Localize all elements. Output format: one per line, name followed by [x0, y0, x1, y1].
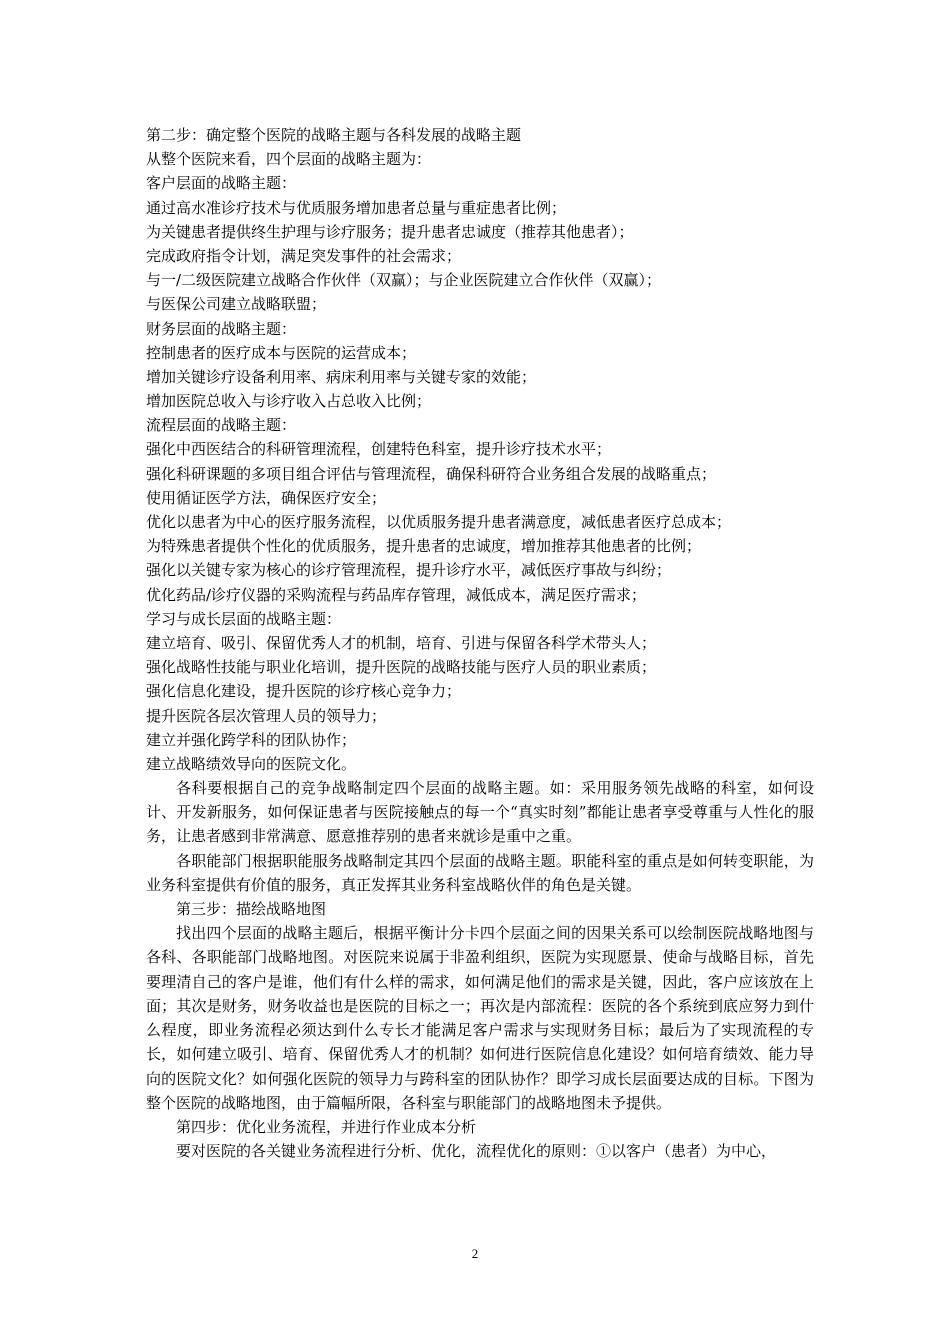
finance-heading: 财务层面的战略主题：	[146, 319, 297, 338]
process-item: 为特殊患者提供个性化的优质服务，提升患者的忠诚度，增加推荐其他患者的比例；	[146, 537, 702, 556]
intro-line: 从整个医院来看，四个层面的战略主题为：	[146, 150, 432, 169]
step4-title: 第四步：优化业务流程，并进行作业成本分析	[176, 1117, 477, 1136]
learning-item: 强化信息化建设，提升医院的诊疗核心竞争力；	[146, 682, 462, 701]
learning-item: 强化战略性技能与职业化培训，提升医院的战略技能与医疗人员的职业素质；	[146, 658, 657, 677]
process-item: 强化科研课题的多项目组合评估与管理流程，确保科研符合业务组合发展的战略重点；	[146, 464, 717, 483]
process-item: 使用循证医学方法，确保医疗安全；	[146, 488, 387, 507]
finance-item: 增加关键诊疗设备利用率、病床利用率与关键专家的效能；	[146, 367, 537, 386]
learning-item: 建立并强化跨学科的团队协作；	[146, 730, 357, 749]
learning-item: 建立培育、吸引、保留优秀人才的机制，培育、引进与保留各科学术带头人；	[146, 633, 657, 652]
learning-heading: 学习与成长层面的战略主题：	[146, 609, 342, 628]
finance-item: 控制患者的医疗成本与医院的运营成本；	[146, 343, 417, 362]
customer-heading: 客户层面的战略主题：	[146, 174, 297, 193]
customer-item: 完成政府指令计划，满足突发事件的社会需求；	[146, 246, 462, 265]
paragraph-departments: 各科要根据自己的竞争战略制定四个层面的战略主题。如：采用服务领先战略的科室，如何设计、开发新服务，如何保证患者与医院接触点的每一个“真实时刻”都能让患者享受尊重与人性化的服务，让患者感到非常满意、愿意推荐别的患者来就诊是重中之重。	[146, 779, 814, 846]
step2-title: 第二步：确定整个医院的战略主题与各科发展的战略主题	[146, 126, 522, 144]
learning-item: 提升医院各层次管理人员的领导力；	[146, 706, 387, 725]
paragraph-process-optimization: 要对医院的各关键业务流程进行分析、优化，流程优化的原则：①以客户（患者）为中心，	[176, 1142, 777, 1161]
finance-item: 增加医院总收入与诊疗收入占总收入比例；	[146, 392, 432, 411]
document-body	[146, 123, 814, 1163]
customer-item: 与一/二级医院建立战略合作伙伴（双赢）；与企业医院建立合作伙伴（双赢）；	[146, 271, 662, 290]
learning-item: 建立战略绩效导向的医院文化。	[146, 754, 357, 773]
customer-item: 与医保公司建立战略联盟；	[146, 295, 327, 314]
process-item: 优化药品/诊疗仪器的采购流程与药品库存管理，减低成本，满足医疗需求；	[146, 585, 647, 604]
process-item: 强化以关键专家为核心的诊疗管理流程，提升诊疗水平，减低医疗事故与纠纷；	[146, 561, 672, 580]
paragraph-functional: 各职能部门根据职能服务战略制定其四个层面的战略主题。职能科室的重点是如何转变职能，为业务科室提供有价值的服务，真正发挥其业务科室战略伙伴的角色是关键。	[146, 851, 814, 894]
process-item: 强化中西医结合的科研管理流程，创建特色科室，提升诊疗技术水平；	[146, 440, 612, 459]
step3-title: 第三步：描绘战略地图	[176, 900, 327, 919]
page-number: 2	[471, 1246, 479, 1261]
process-item: 优化以患者为中心的医疗服务流程，以优质服务提升患者满意度，减低患者医疗总成本；	[146, 513, 732, 531]
customer-item: 通过高水准诊疗技术与优质服务增加患者总量与重症患者比例；	[146, 198, 567, 217]
process-heading: 流程层面的战略主题：	[146, 416, 297, 435]
customer-item: 为关键患者提供终生护理与诊疗服务；提升患者忠诚度（推荐其他患者）；	[146, 222, 634, 241]
paragraph-strategy-map: 找出四个层面的战略主题后，根据平衡计分卡四个层面之间的因果关系可以绘制医院战略地图与各科、各职能部门战略地图。对医院来说属于非盈利组织，医院为实现愿景、使命与战略目标，首先要理清自己的客户是谁，他们有什么样的需求，如何满足他们的需求是关键，因此，客户应该放在上面；其次是财务，财务收益也是医院的目标之一；再次是内部流程：医院的各个系统到底应努力到什么程度，即业务流程必须达到什么专长才能满足客户需求与实现财务目标；最后为了实现流程的专长，如何建立吸引、培育、保留优秀人才的机制？如何进行医院信息化建设？如何培育绩效、能力导向的医院文化？如何强化医院的领导力与跨科室的团队协作？即学习成长层面要达成的目标。下图为整个医院的战略地图，由于篇幅所限，各科室与职能部门的战略地图未予提供。	[146, 924, 814, 1112]
